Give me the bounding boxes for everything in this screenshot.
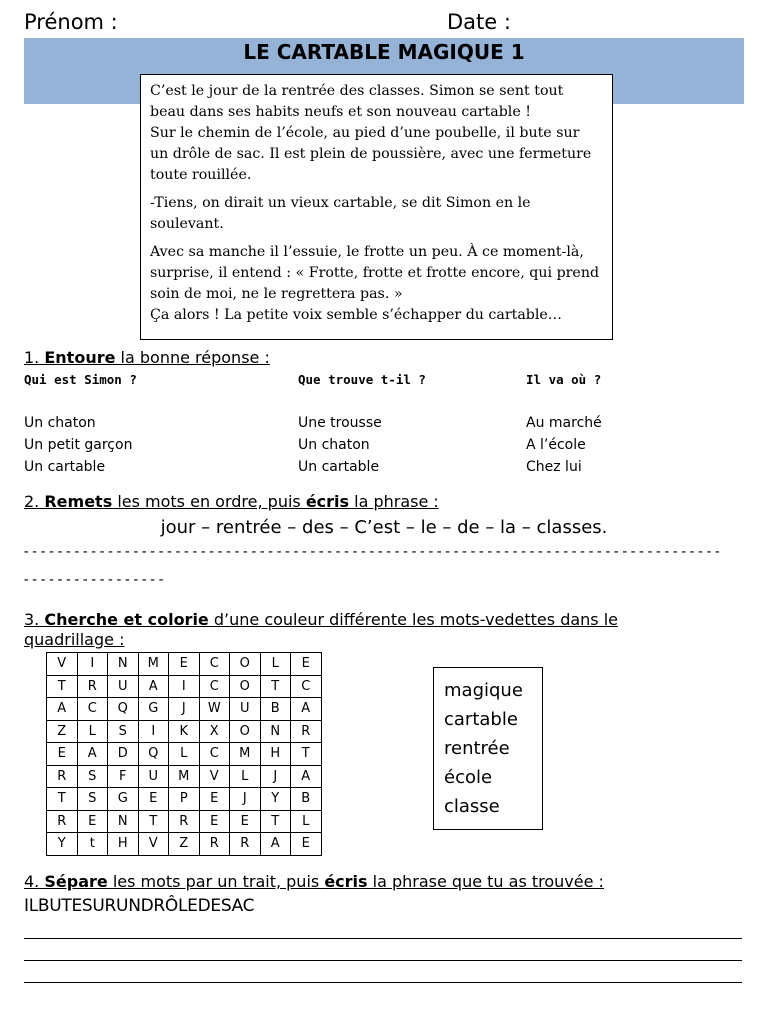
exercise-1-number: 1. (24, 348, 40, 367)
answer-column-2 (298, 412, 382, 478)
grid-cell[interactable]: R (230, 833, 261, 856)
story-paragraph-3: -Tiens, on dirait un vieux cartable, se dit Simon en le soulevant. (150, 195, 531, 232)
shuffled-words: jour – rentrée – des – C’est – le – de – la – classes. (160, 517, 608, 538)
grid-cell[interactable]: A (260, 833, 291, 856)
grid-cell[interactable]: J (230, 788, 261, 811)
grid-cell[interactable]: M (138, 653, 169, 676)
exercise-2-heading (24, 492, 439, 511)
grid-cell[interactable]: C (291, 675, 322, 698)
exercise-2-verb-1: Remets (44, 492, 113, 511)
grid-cell[interactable]: R (77, 675, 108, 698)
date-label: Date : (447, 10, 511, 34)
answer-line-3[interactable] (24, 982, 742, 983)
grid-cell[interactable]: A (47, 698, 78, 721)
grid-cell[interactable]: E (291, 833, 322, 856)
grid-cell[interactable]: A (291, 765, 322, 788)
story-text-box (140, 74, 613, 340)
answer-option[interactable]: Chez lui (526, 459, 582, 475)
exercise-2-instruction-end: la phrase : (349, 492, 439, 511)
grid-row (47, 675, 322, 698)
grid-cell[interactable]: T (260, 675, 291, 698)
answer-option[interactable]: Au marché (526, 415, 602, 431)
answer-option[interactable]: Un cartable (298, 459, 380, 475)
exercise-3-verb: Cherche et colorie (44, 610, 209, 629)
grid-cell[interactable]: M (230, 743, 261, 766)
answer-option[interactable]: Un chaton (24, 415, 96, 431)
grid-row (47, 653, 322, 676)
exercise-4-verb-1: Sépare (44, 872, 108, 891)
grid-cell[interactable]: E (77, 810, 108, 833)
word-list-item: magique (444, 680, 523, 701)
answer-column-3 (526, 412, 602, 478)
exercise-3-instruction: d’une couleur différente les mots-vedettes dans le (208, 610, 618, 629)
grid-cell[interactable]: C (199, 675, 230, 698)
grid-cell[interactable]: O (230, 675, 261, 698)
grid-cell[interactable]: E (291, 653, 322, 676)
grid-cell[interactable]: Z (47, 720, 78, 743)
grid-cell[interactable]: t (77, 833, 108, 856)
question-3: Il va où ? (526, 372, 602, 387)
grid-row (47, 698, 322, 721)
grid-cell[interactable]: T (47, 788, 78, 811)
word-list-box (433, 667, 543, 830)
grid-cell[interactable]: H (108, 833, 139, 856)
grid-cell[interactable]: K (169, 720, 200, 743)
grid-cell[interactable]: R (291, 720, 322, 743)
grid-row (47, 720, 322, 743)
grid-cell[interactable]: V (47, 653, 78, 676)
grid-cell[interactable]: I (77, 653, 108, 676)
grid-cell[interactable]: G (108, 788, 139, 811)
grid-cell[interactable]: U (138, 765, 169, 788)
story-paragraph-5: Ça alors ! La petite voix semble s’échapper du cartable… (150, 307, 562, 323)
grid-cell[interactable]: X (199, 720, 230, 743)
grid-cell[interactable]: L (230, 765, 261, 788)
exercise-2-number: 2. (24, 492, 40, 511)
grid-row (47, 788, 322, 811)
answer-option[interactable]: A l’école (526, 437, 586, 453)
grid-cell[interactable]: V (199, 765, 230, 788)
writing-line-1[interactable]: ----------------------------------------------------------------------------------- (22, 544, 722, 560)
story-paragraph-1: C’est le jour de la rentrée des classes. Simon se sent tout beau dans ses habits neufs et son nouveau cartable ! (150, 83, 564, 120)
grid-row (47, 833, 322, 856)
grid-cell[interactable]: W (199, 698, 230, 721)
grid-cell[interactable]: E (138, 788, 169, 811)
writing-line-2[interactable]: ----------------- (22, 572, 166, 588)
grid-cell[interactable]: E (199, 810, 230, 833)
grid-cell[interactable]: N (108, 810, 139, 833)
grid-cell[interactable]: O (230, 653, 261, 676)
grid-cell[interactable]: E (230, 810, 261, 833)
exercise-4-instruction-end: la phrase que tu as trouvée : (367, 872, 604, 891)
grid-cell[interactable]: Q (108, 698, 139, 721)
exercise-4-verb-2: écris (324, 872, 368, 891)
grid-cell[interactable]: R (199, 833, 230, 856)
run-together-sentence: ILBUTESURUNDRÔLEDESAC (24, 896, 255, 916)
grid-cell[interactable]: E (47, 743, 78, 766)
answer-option[interactable]: Une trousse (298, 415, 382, 431)
exercise-1-instruction: la bonne réponse : (115, 348, 270, 367)
exercise-4-heading (24, 872, 604, 891)
exercise-2-instruction-mid: les mots en ordre, puis (112, 492, 306, 511)
grid-cell[interactable]: T (291, 743, 322, 766)
grid-cell[interactable]: B (260, 698, 291, 721)
grid-cell[interactable]: T (138, 810, 169, 833)
exercise-1-heading (24, 348, 270, 367)
exercise-1-verb: Entoure (44, 348, 116, 367)
word-list-item: rentrée (444, 738, 510, 759)
question-2: Que trouve t-il ? (298, 372, 426, 387)
answer-option[interactable]: Un petit garçon (24, 437, 133, 453)
grid-cell[interactable]: O (230, 720, 261, 743)
answer-column-1 (24, 412, 132, 478)
answer-line-2[interactable] (24, 960, 742, 961)
grid-cell[interactable]: A (77, 743, 108, 766)
grid-row (47, 810, 322, 833)
grid-cell[interactable]: G (138, 698, 169, 721)
grid-cell[interactable]: U (108, 675, 139, 698)
grid-cell[interactable]: U (230, 698, 261, 721)
grid-cell[interactable]: C (199, 743, 230, 766)
grid-cell[interactable]: R (169, 810, 200, 833)
grid-row (47, 765, 322, 788)
grid-cell[interactable]: N (260, 720, 291, 743)
word-list-item: école (444, 767, 493, 788)
grid-cell[interactable]: P (169, 788, 200, 811)
exercise-2-verb-2: écris (305, 492, 350, 511)
answer-option[interactable]: Un cartable (24, 459, 106, 475)
word-search-grid (46, 652, 322, 856)
grid-row (47, 743, 322, 766)
grid-cell[interactable]: B (291, 788, 322, 811)
grid-cell[interactable]: S (77, 788, 108, 811)
grid-cell[interactable]: R (47, 810, 78, 833)
exercise-4-number: 4. (24, 872, 40, 891)
grid-cell[interactable]: E (199, 788, 230, 811)
prenom-label: Prénom : (24, 10, 118, 34)
word-list-item: cartable (444, 709, 518, 730)
grid-cell[interactable]: S (77, 765, 108, 788)
grid-cell[interactable]: V (138, 833, 169, 856)
exercise-3-instruction-line-2: quadrillage : (24, 630, 125, 649)
grid-cell[interactable]: C (199, 653, 230, 676)
grid-cell[interactable]: L (169, 743, 200, 766)
answer-line-1[interactable] (24, 938, 742, 939)
word-list-item: classe (444, 796, 500, 817)
grid-cell[interactable]: L (260, 653, 291, 676)
grid-cell[interactable]: D (108, 743, 139, 766)
grid-cell[interactable]: J (169, 698, 200, 721)
grid-cell[interactable]: C (77, 698, 108, 721)
grid-cell[interactable]: L (291, 810, 322, 833)
grid-cell[interactable]: A (138, 675, 169, 698)
grid-cell[interactable]: F (108, 765, 139, 788)
grid-cell[interactable]: T (47, 675, 78, 698)
story-paragraph-2: Sur le chemin de l’école, au pied d’une poubelle, il bute sur un drôle de sac. Il est plein de poussière, avec une fermeture toute rouillée. (150, 125, 592, 183)
grid-cell[interactable]: H (260, 743, 291, 766)
exercise-3-number: 3. (24, 610, 40, 629)
grid-cell[interactable]: Y (260, 788, 291, 811)
grid-cell[interactable]: R (47, 765, 78, 788)
grid-cell[interactable]: J (260, 765, 291, 788)
page-title: LE CARTABLE MAGIQUE 1 (243, 40, 525, 64)
grid-cell[interactable]: Y (47, 833, 78, 856)
grid-cell[interactable]: E (169, 653, 200, 676)
grid-cell[interactable]: M (169, 765, 200, 788)
story-paragraph-4: Avec sa manche il l’essuie, le frotte un peu. À ce moment-là, surprise, il entend : « Frotte, frotte et frotte encore, qui prend soin de moi, ne le regrettera pas. » (150, 244, 600, 302)
exercise-4-instruction-mid: les mots par un trait, puis (107, 872, 325, 891)
grid-cell[interactable]: Q (138, 743, 169, 766)
grid-cell[interactable]: L (77, 720, 108, 743)
answer-option[interactable]: Un chaton (298, 437, 370, 453)
exercise-3-heading (24, 610, 618, 629)
grid-cell[interactable]: A (291, 698, 322, 721)
grid-cell[interactable]: T (260, 810, 291, 833)
grid-cell[interactable]: S (108, 720, 139, 743)
question-1: Qui est Simon ? (24, 372, 137, 387)
grid-cell[interactable]: I (138, 720, 169, 743)
grid-cell[interactable]: I (169, 675, 200, 698)
grid-cell[interactable]: N (108, 653, 139, 676)
grid-cell[interactable]: Z (169, 833, 200, 856)
